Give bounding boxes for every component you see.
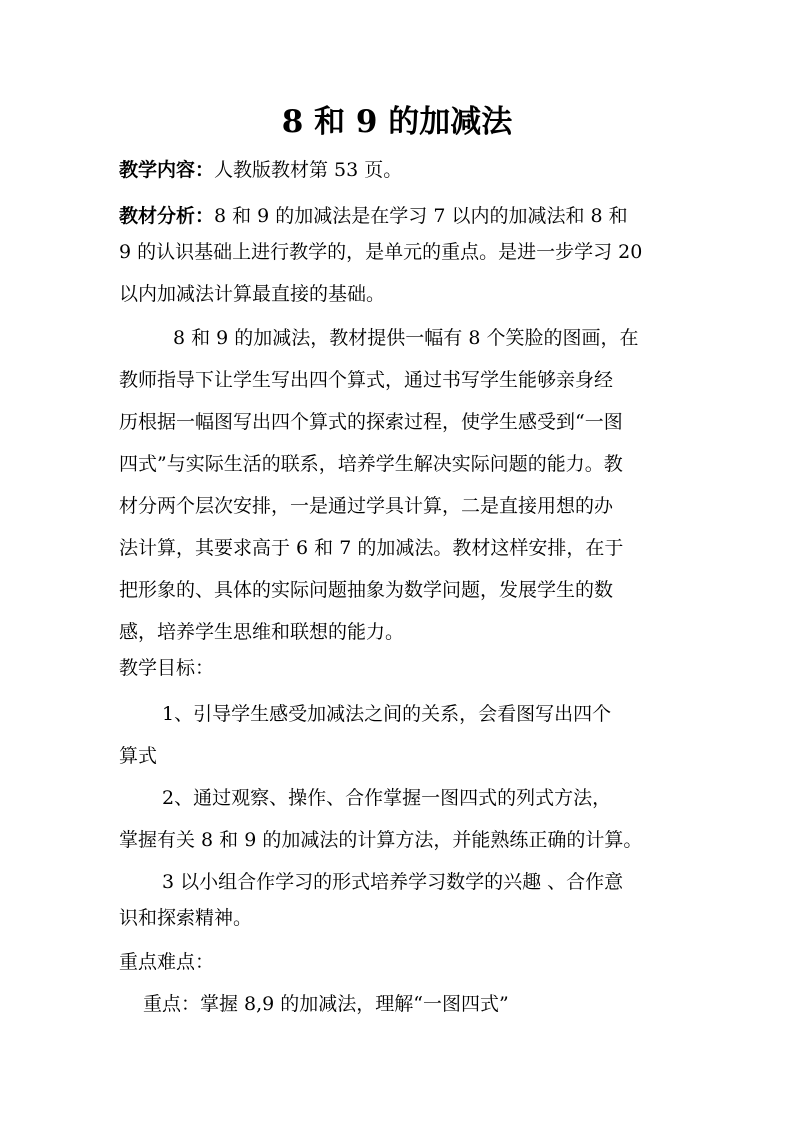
goal-3-line-1: 3 以小组合作学习的形式培养学习数学的兴趣 、合作意 — [162, 871, 624, 893]
analysis-line-3: 以内加减法计算最直接的基础。 — [119, 283, 386, 305]
goal-1-line-2: 算式 — [119, 745, 158, 767]
analysis-label: 教材分析： — [119, 205, 215, 227]
analysis-line-1 — [119, 204, 679, 228]
paragraph-line-3: 历根据一幅图写出四个算式的探索过程，使学生感受到“一图 — [119, 411, 623, 433]
paragraph-line-1: 8 和 9 的加减法，教材提供一幅有 8 个笑脸的图画，在 — [173, 327, 639, 349]
paragraph-line-8: 感，培养学生思维和联想的能力。 — [119, 621, 405, 643]
analysis-text-1: 8 和 9 的加减法是在学习 7 以内的加减法和 8 和 — [214, 205, 628, 227]
paragraph-line-4: 四式”与实际生活的联系，培养学生解决实际问题的能力。教 — [119, 453, 623, 475]
document-title: 8 和 9 的加减法 — [281, 104, 513, 140]
key-points-heading: 重点难点： — [119, 951, 215, 973]
paragraph-line-2: 教师指导下让学生写出四个算式，通过书写学生能够亲身经 — [119, 369, 614, 391]
goal-3-line-2: 识和探索精神。 — [119, 907, 253, 929]
paragraph-line-7: 把形象的、具体的实际问题抽象为数学问题，发展学生的数 — [119, 579, 614, 601]
goals-heading: 教学目标： — [119, 657, 215, 679]
analysis-line-2: 9 的认识基础上进行教学的，是单元的重点。是进一步学习 20 — [119, 241, 643, 263]
goal-2-line-2: 掌握有关 8 和 9 的加减法的计算方法，并能熟练正确的计算。 — [119, 829, 643, 851]
teaching-content-label: 教学内容： — [119, 159, 215, 181]
teaching-content-text: 人教版教材第 53 页。 — [214, 159, 403, 181]
paragraph-line-6: 法计算，其要求高于 6 和 7 的加减法。教材这样安排，在于 — [119, 537, 624, 559]
key-point-line: 重点：掌握 8,9 的加减法，理解“一图四式” — [143, 993, 509, 1015]
goal-2-line-1: 2、通过观察、操作、合作掌握一图四式的列式方法， — [162, 787, 612, 809]
goal-1-line-1: 1、引导学生感受加减法之间的关系，会看图写出四个 — [162, 703, 612, 725]
teaching-content-line — [119, 158, 679, 182]
paragraph-line-5: 材分两个层次安排，一是通过学具计算，二是直接用想的办 — [119, 495, 614, 517]
